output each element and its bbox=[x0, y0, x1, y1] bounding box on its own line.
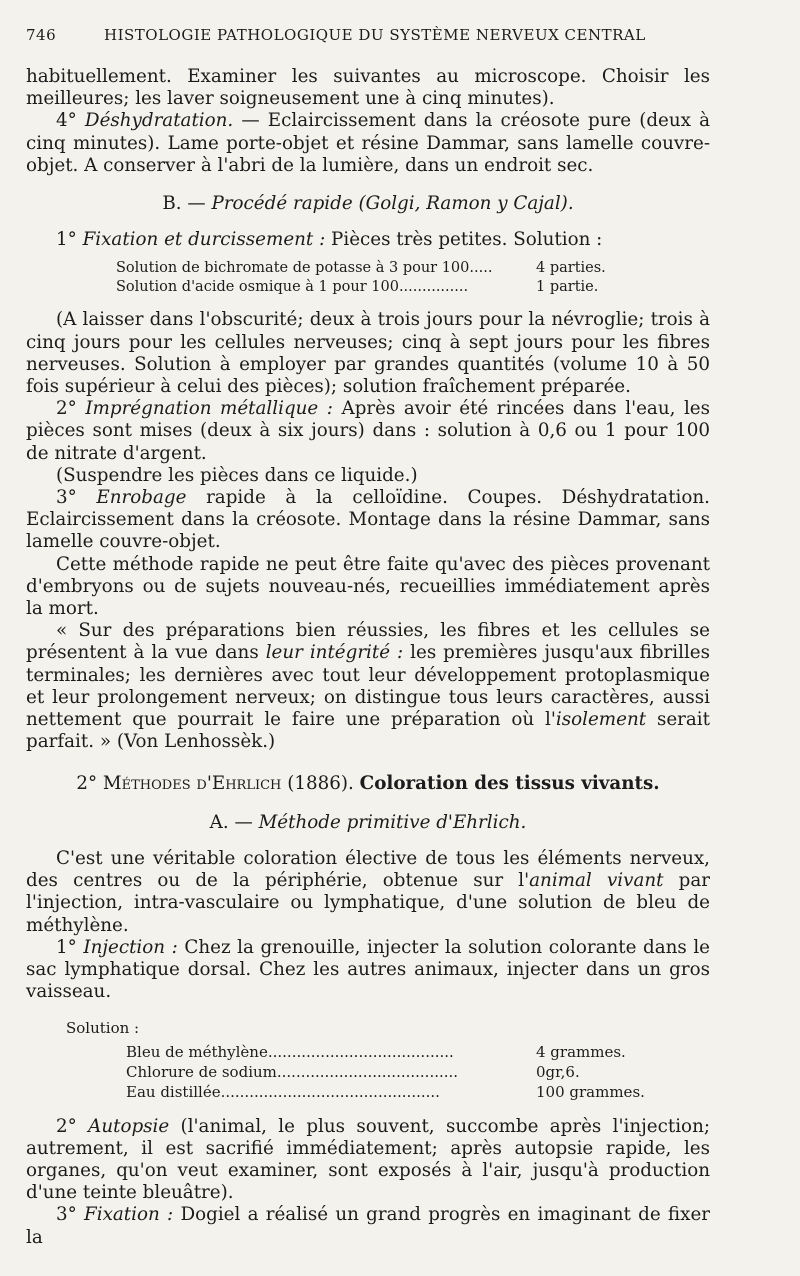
step-term: Fixation et durcissement : bbox=[82, 229, 326, 251]
step-term: Injection : bbox=[83, 936, 178, 958]
paragraph: (Suspendre les pièces dans ce liquide.) bbox=[56, 464, 418, 486]
paragraph: Cette méthode rapide ne peut être faite qu'avec des pièces provenant d'embryons ou de sujets nouveau-nés, recueillies immédiatement après la mort. bbox=[26, 553, 710, 620]
step-text: Chez la grenouille, injecter la solution colorante dans le sac lymphatique dorsal. Chez les autres animaux, injecter dans un gros vaisseau. bbox=[26, 936, 710, 1003]
paragraph bbox=[26, 487, 710, 554]
quote-text: les premières jusqu'aux fibrilles terminales; les dernières avec tout leur développement protoplasmique et leur prolongement nerveux; on distingue tous leurs caractères, aussi nettement que pourrait le faire une préparation où l' bbox=[26, 642, 710, 731]
step-text: — Eclaircissement dans la créosote pure (deux à cinq minutes). Lame porte-objet et résine Dammar, sans lamelle couvre-objet. A conserver à l'abri de la lumière, dans un endroit sec. bbox=[26, 110, 710, 176]
para-text: C'est une véritable coloration élective de tous les éléments nerveux, des centres ou de la périphérie, obtenue sur l' bbox=[26, 847, 710, 892]
paragraph bbox=[26, 398, 710, 465]
quote-text: « Sur des préparations bien réussies, les fibres et les cellules se présentent à la vue dans bbox=[26, 620, 710, 664]
subsection-prefix: B. — bbox=[162, 193, 212, 215]
formula-value: 4 parties. bbox=[536, 260, 606, 277]
formula-label: Solution de bichromate de potasse à 3 pour 100..... bbox=[116, 260, 493, 277]
step-number: 2° bbox=[56, 398, 86, 420]
step-term: Imprégnation métallique : bbox=[85, 398, 333, 420]
subsection-heading bbox=[26, 193, 710, 215]
solution-label: Chlorure de sodium...................................... bbox=[126, 1062, 459, 1081]
solution-value: 4 grammes. bbox=[536, 1042, 626, 1061]
step-term: Enrobage bbox=[96, 487, 187, 509]
step-term: Autopsie bbox=[88, 1115, 170, 1137]
solution-table bbox=[126, 1042, 646, 1102]
paragraph: (A laisser dans l'obscurité; deux à trois jours pour la névroglie; trois à cinq jours pour les cellules nerveuses; cinq à sept jours pour les fibres nerveuses. Solution à employer par grandes quantités (volume 10 à 50 fois supérieur à celui des pièces); solution fraîchement préparée. bbox=[26, 309, 710, 398]
solution-value: 100 grammes. bbox=[536, 1082, 645, 1101]
step-term: Fixation : bbox=[84, 1204, 174, 1226]
step-number: 3° bbox=[56, 1204, 85, 1226]
step-term: Déshydratation. bbox=[84, 110, 234, 132]
formula-label: Solution d'acide osmique à 1 pour 100............... bbox=[116, 279, 469, 296]
step-number: 2° bbox=[56, 1115, 89, 1137]
paragraph bbox=[26, 1204, 710, 1248]
paragraph bbox=[26, 937, 710, 1004]
step-number: 1° bbox=[56, 229, 83, 251]
solution-row bbox=[126, 1062, 646, 1082]
para-emphasis: animal vivant bbox=[529, 870, 664, 892]
solution-row bbox=[126, 1082, 646, 1102]
subsection-prefix: A. — bbox=[209, 811, 259, 833]
quote-emphasis: isolement bbox=[555, 709, 647, 731]
solution-label: Eau distillée.............................................. bbox=[126, 1082, 440, 1101]
formula-table bbox=[116, 259, 636, 297]
solution-value: 0gr,6. bbox=[536, 1062, 580, 1081]
solution-title: Solution : bbox=[66, 1019, 140, 1038]
quote-text: serait parfait. » (Von Lenhossèk.) bbox=[26, 709, 710, 753]
solution-label: Bleu de méthylène....................................... bbox=[126, 1042, 454, 1061]
step-text: (l'animal, le plus souvent, succombe après l'injection; autrement, il est sacrifié immédiatement; après autopsie rapide, les organes, qu'on veut examiner, sont exposés à l'air, jusqu'à production d'une teinte bleuâtre). bbox=[26, 1115, 711, 1204]
paragraph bbox=[26, 1116, 710, 1205]
paragraph bbox=[26, 229, 710, 251]
section-number: 2° bbox=[76, 773, 103, 795]
section-year: (1886). bbox=[281, 773, 360, 795]
step-text: Pièces très petites. Solution : bbox=[325, 229, 603, 251]
subsection-title: Méthode primitive d'Ehrlich. bbox=[258, 811, 527, 833]
formula-value: 1 partie. bbox=[536, 279, 599, 296]
page-body bbox=[26, 66, 710, 1249]
subsection-title: Procédé rapide (Golgi, Ramon y Cajal). bbox=[211, 193, 574, 215]
para-text: par l'injection, intra-vasculaire ou lymphatique, d'une solution de bleu de méthylène. bbox=[26, 870, 710, 936]
paragraph bbox=[26, 110, 710, 177]
subsection-heading bbox=[26, 812, 710, 834]
quote-emphasis: leur intégrité : bbox=[265, 642, 404, 664]
paragraph: habituellement. Examiner les suivantes au microscope. Choisir les meilleures; les laver soigneusement une à cinq minutes). bbox=[26, 66, 710, 110]
solution-row bbox=[126, 1042, 646, 1062]
formula-row bbox=[116, 259, 636, 278]
section-heading bbox=[26, 773, 710, 795]
step-text: Dogiel a réalisé un grand progrès en imaginant de fixer la bbox=[26, 1204, 710, 1248]
step-number: 3° bbox=[56, 487, 97, 509]
quote-paragraph bbox=[26, 620, 710, 753]
running-title: HISTOLOGIE PATHOLOGIQUE DU SYSTÈME NERVEUX CENTRAL bbox=[104, 26, 646, 44]
page-number: 746 bbox=[26, 26, 57, 44]
step-text: Après avoir été rincées dans l'eau, les pièces sont mises (deux à six jours) dans : solution à 0,6 ou 1 pour 100 de nitrate d'argent. bbox=[26, 398, 710, 464]
step-number: 1° bbox=[56, 936, 84, 958]
step-text: rapide à la celloïdine. Coupes. Déshydratation. Eclaircissement dans la créosote. Montage dans la résine Dammar, sans lamelle couvre-objet. bbox=[26, 487, 710, 553]
section-title: Méthodes d'Ehrlich bbox=[102, 773, 282, 795]
step-number: 4° bbox=[56, 110, 85, 132]
formula-row bbox=[116, 278, 636, 297]
section-subtitle: Coloration des tissus vivants. bbox=[359, 773, 660, 795]
paragraph bbox=[26, 848, 710, 937]
